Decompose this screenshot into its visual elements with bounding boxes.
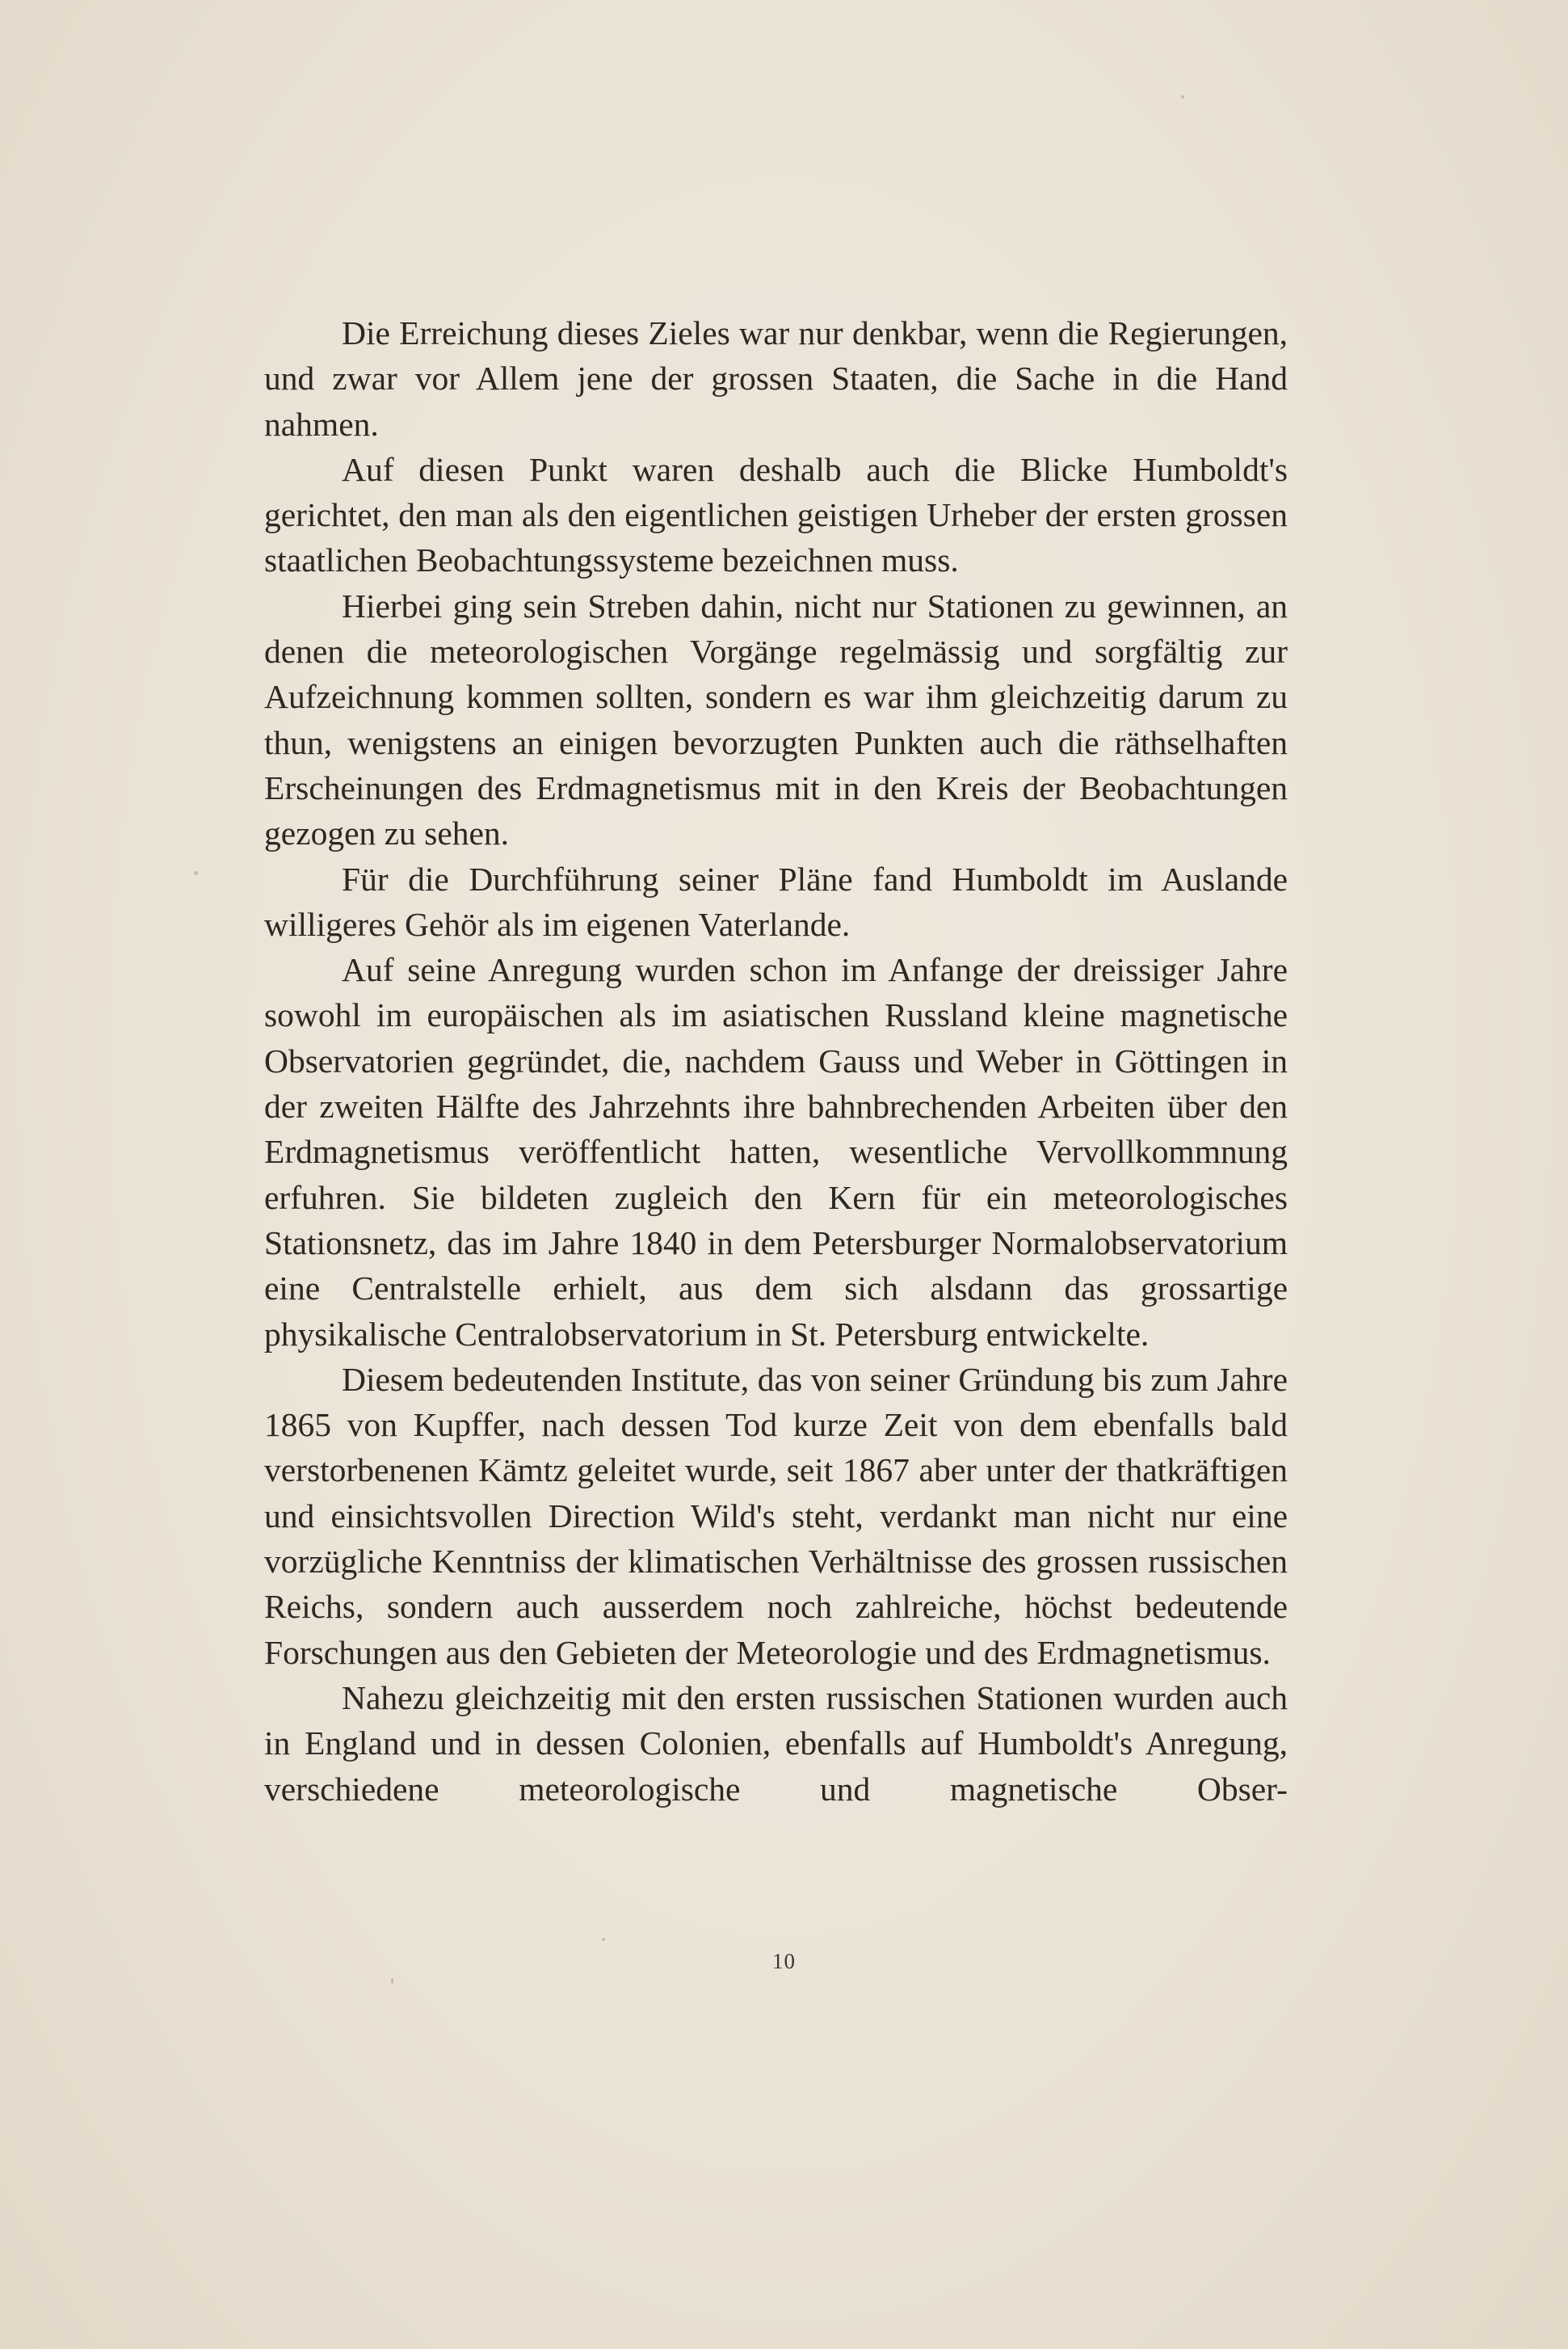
paragraph-7: Nahezu gleichzeitig mit den ersten russischen Stationen wurden auch in England und in dessen Colonien, ebenfalls auf Humboldt's Anregung, verschiedene meteorologische und magnetische Obser- [264, 1678, 1288, 1808]
paragraph-6: Diesem bedeutenden Institute, das von seiner Gründung bis zum Jahre 1865 von Kupffer, nach dessen Tod kurze Zeit von dem ebenfalls bald verstorbenenen Kämtz geleitet wurde, seit 1867 aber unter der thatkräftigen und einsichtsvollen Direction Wild's steht, verdankt man nicht nur eine vorzügliche Kenntniss der klimatischen Verhältnisse des grossen russischen Reichs, sondern auch ausserdem noch zahlreiche, höchst bedeutende Forschungen aus den Gebieten der Meteorologie und des Erdmagnetismus. [264, 1360, 1288, 1671]
page-number: 10 [772, 1949, 796, 1973]
paragraph-2: Auf diesen Punkt waren deshalb auch die Blicke Humboldt's gerichtet, den man als den eigentlichen geistigen Urheber der ersten grossen staatlichen Beobachtungssysteme bezeichnen muss. [264, 450, 1288, 579]
paper-speck [1181, 95, 1184, 99]
paper-speck [391, 1978, 393, 1984]
paragraph-4: Für die Durchführung seiner Pläne fand Humboldt im Auslande willigeres Gehör als im eigenen Vaterlande. [264, 860, 1288, 943]
paper-speck [194, 871, 198, 875]
paper-speck [602, 1938, 605, 1941]
paragraph-5: Auf seine Anregung wurden schon im Anfange der dreissiger Jahre sowohl im europäischen als im asiatischen Russland kleine magnetische Observatorien gegründet, die, nachdem Gauss und Weber in Göttingen in der zweiten Hälfte des Jahrzehnts ihre bahnbrechenden Arbeiten über den Erdmagnetismus veröffentlicht hatten, wesentliche Vervollkommnung erfuhren. Sie bildeten zugleich den Kern für ein meteorologisches Stationsnetz, das im Jahre 1840 in dem Petersburger Normalobservatorium eine Centralstelle erhielt, aus dem sich alsdann das grossartige physikalische Centralobservatorium in St. Petersburg entwickelte. [264, 951, 1288, 1353]
paragraph-1: Die Erreichung dieses Zieles war nur denkbar, wenn die Regierungen, und zwar vor Allem jene der grossen Staaten, die Sache in die Hand nahmen. [264, 314, 1288, 443]
paragraph-3: Hierbei ging sein Streben dahin, nicht nur Stationen zu gewinnen, an denen die meteorologischen Vorgänge regelmässig und sorgfältig zur Aufzeichnung kommen sollten, sondern es war ihm gleichzeitig darum zu thun, wenigstens an einigen bevorzugten Punkten auch die räthselhaften Erscheinungen des Erdmagnetismus mit in den Kreis der Beobachtungen gezogen zu sehen. [264, 587, 1288, 852]
body-text [264, 310, 1288, 1812]
